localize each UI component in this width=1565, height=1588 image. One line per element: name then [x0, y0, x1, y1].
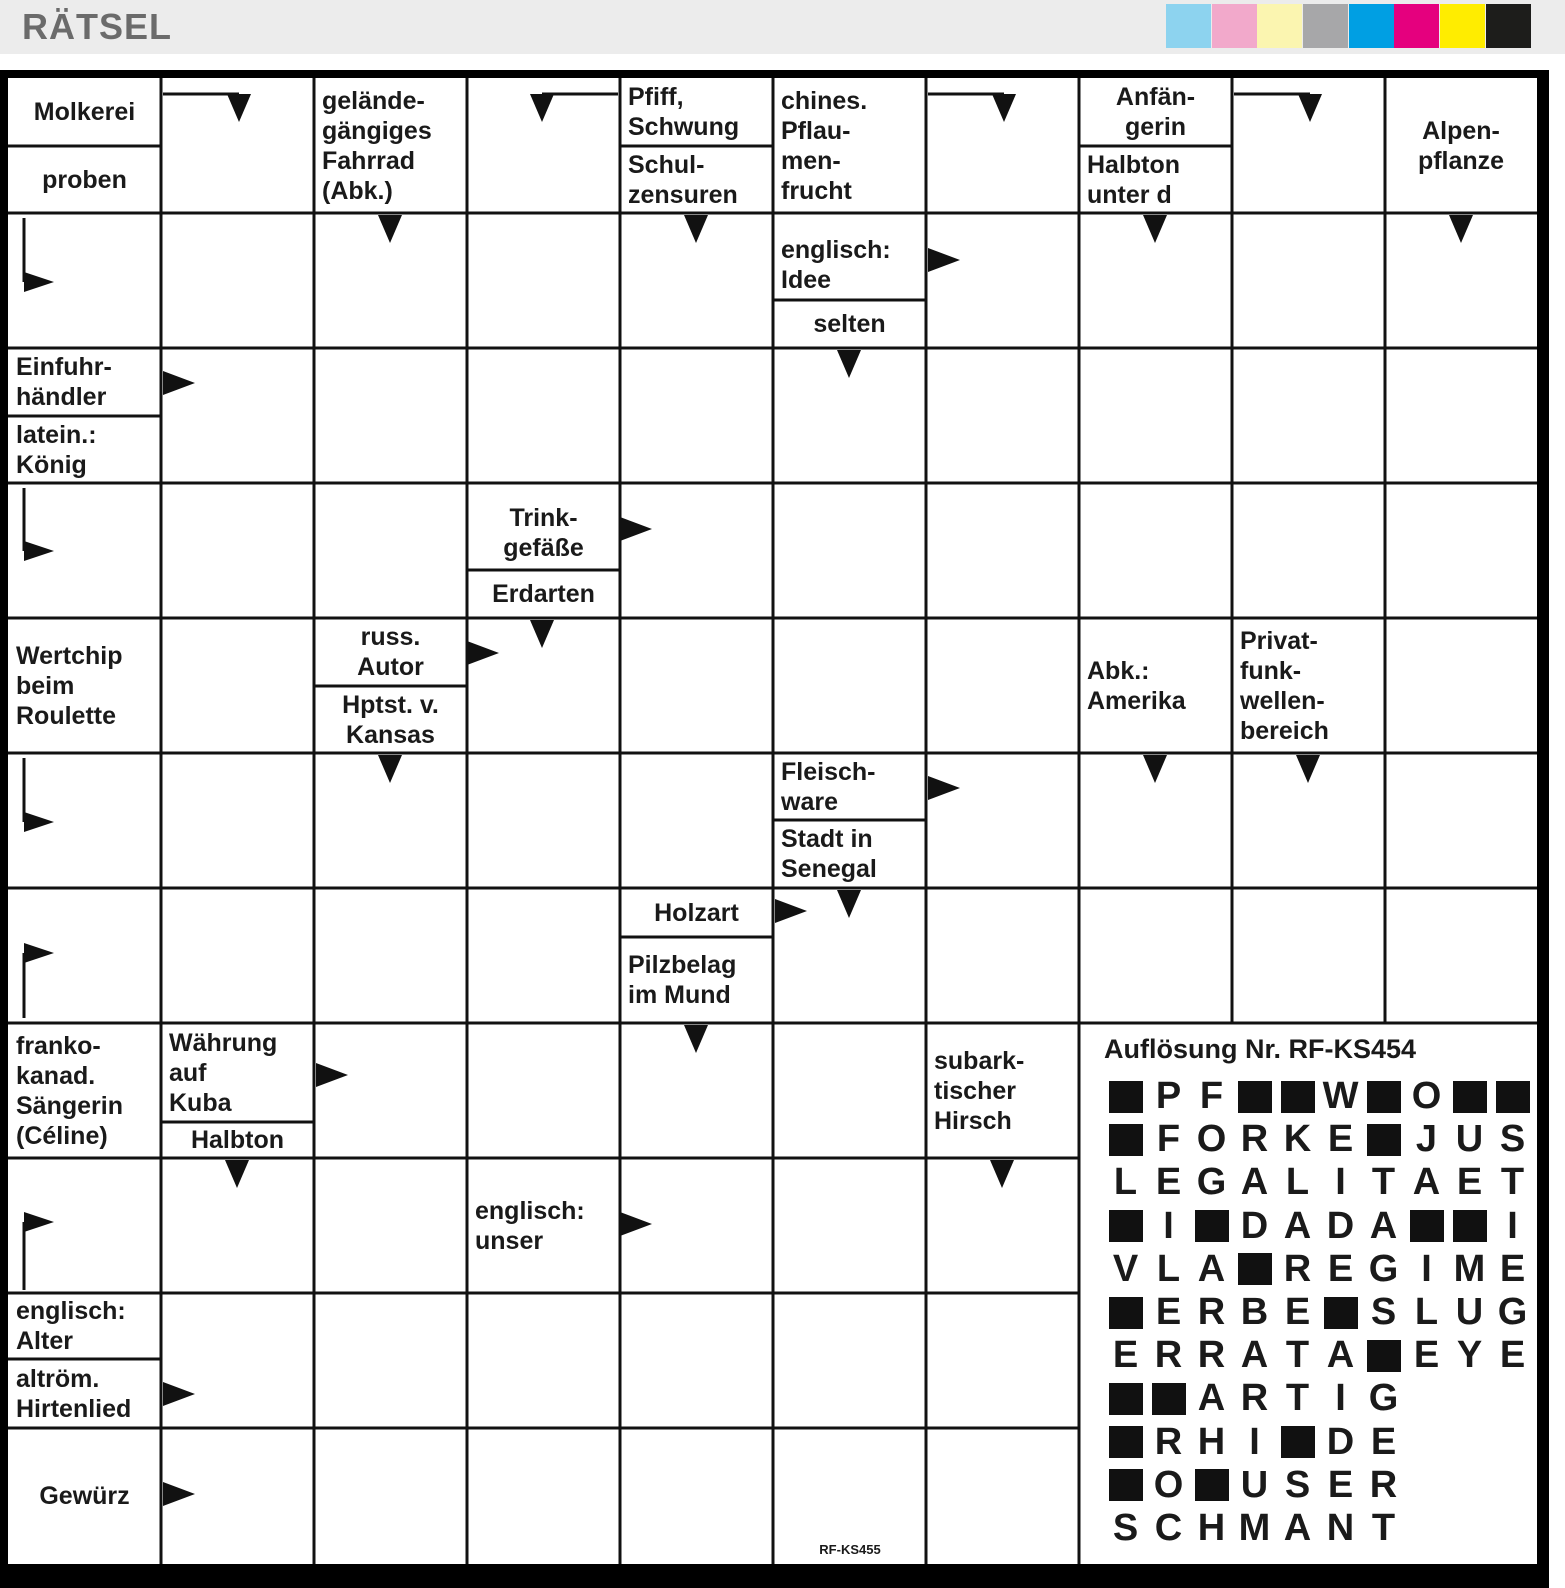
solution-letter: I — [1249, 1420, 1260, 1463]
solution-black-square — [1190, 1464, 1233, 1507]
clue-c28: subark- tischer Hirsch — [934, 1046, 1025, 1135]
clue-c10: englisch: Idee — [781, 236, 891, 294]
solution-letter: H — [1197, 1506, 1226, 1549]
solution-letter: I — [1421, 1247, 1432, 1290]
arrow-right-icon — [928, 248, 960, 272]
clue-c32: Gewürz — [39, 1482, 130, 1510]
solution-letter: E — [1456, 1161, 1483, 1204]
solution-letter: R — [1240, 1377, 1269, 1420]
solution-row — [1104, 1507, 1534, 1550]
solution-black-square — [1190, 1205, 1233, 1248]
arrow-bent-right-icon — [24, 541, 54, 561]
clue-c18: Hptst. v. Kansas — [342, 690, 439, 749]
clue-c16: Wertchip beim Roulette — [16, 641, 123, 730]
solution-black-square — [1104, 1075, 1147, 1118]
solution-black-square — [1362, 1118, 1405, 1161]
arrow-right-icon — [775, 899, 807, 923]
solution-letter: R — [1283, 1247, 1312, 1290]
solution-letter: O — [1411, 1075, 1442, 1118]
solution-letter: E — [1413, 1334, 1440, 1377]
solution-letter: G — [1368, 1377, 1399, 1420]
solution-letter: F — [1199, 1075, 1224, 1118]
solution-letter: E — [1284, 1291, 1311, 1334]
solution-row — [1104, 1377, 1534, 1420]
solution-letter: E — [1327, 1247, 1354, 1290]
arrow-bent-right-icon — [24, 1212, 54, 1232]
clue-c12: Einfuhr- händler — [16, 353, 112, 411]
solution-letter: A — [1197, 1247, 1226, 1290]
arrow-bent-right-icon — [24, 812, 54, 832]
solution-black-square — [1448, 1205, 1491, 1248]
solution-black-square — [1319, 1291, 1362, 1334]
solution-letter: E — [1327, 1463, 1354, 1506]
solution-letter: K — [1283, 1118, 1312, 1161]
solution-letter: O — [1153, 1463, 1184, 1506]
solution-letter: E — [1370, 1420, 1397, 1463]
arrow-bent-right-icon — [24, 272, 54, 292]
solution-row — [1104, 1291, 1534, 1334]
clue-c8: Halbton unter d — [1087, 150, 1181, 209]
clue-c27: Halbton — [190, 1126, 285, 1154]
solution-letter: D — [1240, 1204, 1269, 1247]
solution-black-square — [1104, 1291, 1147, 1334]
solution-black-square — [1276, 1075, 1319, 1118]
solution-letter: A — [1197, 1377, 1226, 1420]
clue-c21: Fleisch- ware — [781, 757, 876, 816]
solution-letter: R — [1197, 1291, 1226, 1334]
solution-black-square — [1233, 1075, 1276, 1118]
solution-letter: W — [1322, 1075, 1359, 1118]
arrow-down-icon — [684, 1025, 708, 1053]
solution-row — [1104, 1464, 1534, 1507]
clue-c15: Erdarten — [492, 580, 595, 608]
arrow-bent-down-icon — [530, 94, 554, 122]
solution-letter: G — [1196, 1161, 1227, 1204]
solution-letter: I — [1335, 1161, 1346, 1204]
arrow-down-icon — [225, 1160, 249, 1188]
solution-letter: L — [1113, 1161, 1138, 1204]
arrow-down-icon — [990, 1160, 1014, 1188]
solution-letter: E — [1112, 1334, 1139, 1377]
clue-c25: franko- kanad. Sängerin (Céline) — [16, 1031, 123, 1150]
solution-black-square — [1233, 1248, 1276, 1291]
solution-row — [1104, 1075, 1534, 1118]
clue-c26: Währung auf Kuba — [169, 1028, 278, 1117]
solution-black-square — [1104, 1377, 1147, 1420]
solution-black-square — [1104, 1205, 1147, 1248]
clue-c29: englisch: unser — [475, 1196, 585, 1255]
arrow-right-icon — [316, 1063, 348, 1087]
solution-letter: S — [1112, 1506, 1139, 1549]
solution-letter: E — [1327, 1118, 1354, 1161]
solution-letter: A — [1240, 1334, 1269, 1377]
solution-letter: U — [1240, 1463, 1269, 1506]
clue-c14: Trink- gefäße — [503, 504, 584, 562]
solution-letter: M — [1238, 1506, 1271, 1549]
solution-letter: I — [1163, 1204, 1174, 1247]
clue-c20: Privat- funk- wellen- bereich — [1240, 626, 1329, 745]
solution-row — [1104, 1118, 1534, 1161]
clue-c17: russ. Autor — [357, 623, 424, 681]
arrow-down-icon — [378, 215, 402, 243]
clue-c22: Stadt in Senegal — [781, 825, 877, 883]
solution-black-square — [1448, 1075, 1491, 1118]
arrow-down-icon — [530, 620, 554, 648]
arrow-down-icon — [837, 890, 861, 918]
clue-c24: Pilzbelag im Mund — [628, 951, 737, 1009]
solution-letter: U — [1455, 1118, 1484, 1161]
arrow-bent-right-icon — [24, 943, 54, 963]
solution-letter: O — [1196, 1118, 1227, 1161]
solution-letter: T — [1371, 1506, 1396, 1549]
solution-letter: A — [1369, 1204, 1398, 1247]
clue-c5: Schul- zensuren — [628, 150, 738, 209]
solution-letter: I — [1335, 1377, 1346, 1420]
solution-letter: S — [1370, 1291, 1397, 1334]
solution-black-square — [1147, 1377, 1190, 1420]
arrow-down-icon — [1143, 215, 1167, 243]
clue-c1: Molkerei — [33, 98, 136, 126]
clue-c6: chines. Pflau- men- frucht — [781, 86, 868, 205]
solution-letter: H — [1197, 1420, 1226, 1463]
puzzle-code: RF-KS455 — [819, 1542, 881, 1557]
solution-letter: T — [1371, 1161, 1396, 1204]
solution-letter: G — [1497, 1291, 1528, 1334]
solution-letter: R — [1154, 1334, 1183, 1377]
solution-letter: N — [1326, 1506, 1355, 1549]
solution-letter: R — [1154, 1420, 1183, 1463]
solution-letter: M — [1453, 1247, 1486, 1290]
arrow-down-icon — [1449, 215, 1473, 243]
clue-c9: Alpen- pflanze — [1417, 116, 1505, 175]
clue-c11: selten — [813, 310, 886, 338]
arrow-bent-down-icon — [1298, 94, 1322, 122]
arrow-down-icon — [1296, 755, 1320, 783]
solution-black-square — [1104, 1464, 1147, 1507]
solution-letter: J — [1415, 1118, 1438, 1161]
arrow-down-icon — [837, 350, 861, 378]
clue-c23: Holzart — [654, 898, 739, 927]
page-title: RÄTSEL — [22, 6, 172, 47]
solution-letter: T — [1500, 1161, 1525, 1204]
solution-row — [1104, 1205, 1534, 1248]
clue-c2: proben — [42, 165, 127, 194]
solution-row — [1104, 1161, 1534, 1204]
solution-grid — [1104, 1075, 1534, 1550]
solution-row — [1104, 1334, 1534, 1377]
clue-c19: Abk.: Amerika — [1087, 656, 1186, 715]
solution-letter: S — [1284, 1463, 1311, 1506]
solution-letter: L — [1414, 1291, 1439, 1334]
arrow-right-icon — [467, 641, 499, 665]
solution-row — [1104, 1248, 1534, 1291]
solution-letter: U — [1455, 1291, 1484, 1334]
arrow-right-icon — [620, 517, 652, 541]
arrow-right-icon — [163, 371, 195, 395]
solution-title: Auflösung Nr. RF-KS454 — [1104, 1034, 1417, 1064]
solution-panel — [1096, 1030, 1536, 1550]
arrow-right-icon — [928, 776, 960, 800]
solution-letter: F — [1156, 1118, 1181, 1161]
clue-c30: englisch: Alter — [16, 1297, 126, 1355]
solution-letter: R — [1240, 1118, 1269, 1161]
solution-letter: R — [1369, 1463, 1398, 1506]
solution-black-square — [1405, 1205, 1448, 1248]
clue-c7: Anfän- gerin — [1115, 83, 1196, 141]
clue-c4: Pfiff, Schwung — [628, 83, 740, 141]
solution-letter: A — [1326, 1334, 1355, 1377]
solution-letter: A — [1283, 1204, 1312, 1247]
solution-black-square — [1362, 1075, 1405, 1118]
arrow-right-icon — [620, 1212, 652, 1236]
clue-c13: latein.: König — [16, 420, 97, 479]
solution-letter: T — [1285, 1377, 1310, 1420]
solution-letter: A — [1412, 1161, 1441, 1204]
solution-letter: L — [1156, 1247, 1181, 1290]
arrow-right-icon — [163, 1482, 195, 1506]
solution-letter: C — [1154, 1506, 1183, 1549]
solution-letter: S — [1499, 1118, 1526, 1161]
solution-letter: D — [1326, 1420, 1355, 1463]
solution-letter: T — [1285, 1334, 1310, 1377]
clue-c31: altröm. Hirtenlied — [16, 1364, 132, 1423]
clue-c3: gelände- gängiges Fahrrad (Abk.) — [322, 86, 432, 205]
solution-letter: V — [1112, 1247, 1139, 1290]
solution-letter: L — [1285, 1161, 1310, 1204]
arrow-down-icon — [1143, 755, 1167, 783]
solution-letter: P — [1155, 1075, 1182, 1118]
solution-letter: E — [1155, 1161, 1182, 1204]
solution-letter: I — [1507, 1204, 1518, 1247]
solution-letter: B — [1240, 1291, 1269, 1334]
arrow-bent-down-icon — [992, 94, 1016, 122]
solution-letter: E — [1155, 1291, 1182, 1334]
solution-row — [1104, 1421, 1534, 1464]
solution-letter: A — [1283, 1506, 1312, 1549]
arrow-right-icon — [163, 1382, 195, 1406]
arrow-down-icon — [684, 215, 708, 243]
solution-letter: G — [1368, 1247, 1399, 1290]
solution-letter: D — [1326, 1204, 1355, 1247]
arrow-down-icon — [378, 755, 402, 783]
solution-letter: R — [1197, 1334, 1226, 1377]
solution-black-square — [1276, 1421, 1319, 1464]
solution-letter: E — [1499, 1334, 1526, 1377]
solution-black-square — [1104, 1421, 1147, 1464]
solution-letter: E — [1499, 1247, 1526, 1290]
solution-black-square — [1104, 1118, 1147, 1161]
solution-black-square — [1491, 1075, 1534, 1118]
solution-letter: Y — [1456, 1334, 1483, 1377]
solution-letter: A — [1240, 1161, 1269, 1204]
arrow-bent-down-icon — [227, 94, 251, 122]
solution-black-square — [1362, 1334, 1405, 1377]
